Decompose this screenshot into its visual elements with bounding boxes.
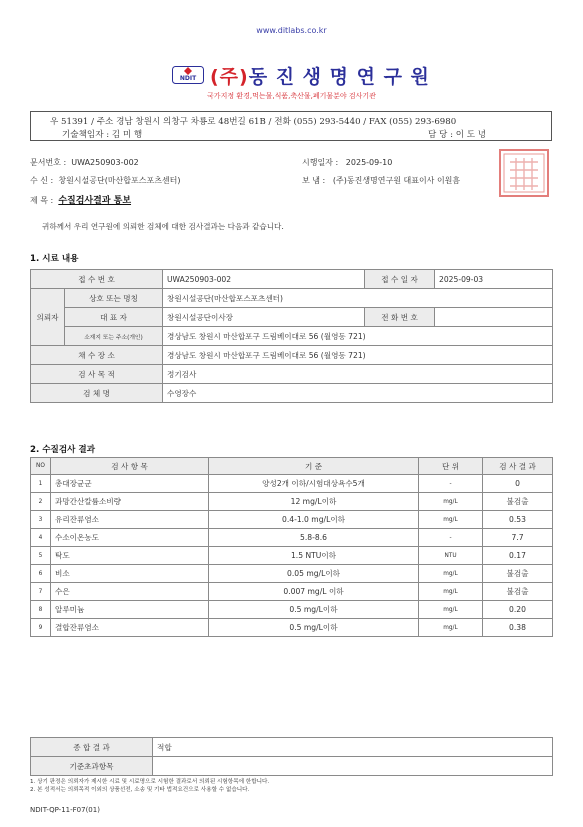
website-url[interactable]: www.ditlabs.co.kr xyxy=(256,26,327,35)
row-item: 비소 xyxy=(51,565,209,583)
exceed-label: 기준초과항목 xyxy=(31,757,153,776)
doc-no-label: 문서번호 : xyxy=(30,158,67,167)
col-unit: 단 위 xyxy=(419,458,483,475)
row-item: 알루미늄 xyxy=(51,601,209,619)
table-row xyxy=(31,270,553,289)
row-result: 0.17 xyxy=(483,547,553,565)
company-name xyxy=(210,62,430,89)
table-row xyxy=(31,619,553,637)
tech-manager: 기술책임자 : 김 미 행 xyxy=(62,130,143,140)
row-result: 불검출 xyxy=(483,565,553,583)
client-label: 의뢰자 xyxy=(31,289,65,346)
row-no: 7 xyxy=(31,583,51,601)
sender-label: 보 냄 : xyxy=(302,176,326,185)
row-unit: mg/L xyxy=(419,583,483,601)
receipt-no-value: UWA250903-002 xyxy=(163,270,365,289)
date-row xyxy=(302,157,392,168)
table-row xyxy=(31,547,553,565)
row-result: 0.20 xyxy=(483,601,553,619)
row-result: 불검출 xyxy=(483,493,553,511)
row-item: 수은 xyxy=(51,583,209,601)
sample-info-table xyxy=(30,269,553,403)
date-label: 시행일자 : xyxy=(302,158,339,167)
row-std: 12 mg/L이하 xyxy=(209,493,419,511)
receipt-date-label: 접 수 일 자 xyxy=(365,270,435,289)
col-no: NO xyxy=(31,458,51,475)
company-logo-icon xyxy=(172,66,204,84)
company-name-text: 동 진 생 명 연 구 원 xyxy=(248,66,430,88)
table-row xyxy=(31,583,553,601)
table-row xyxy=(31,384,553,403)
row-item: 유리잔류염소 xyxy=(51,511,209,529)
table-row xyxy=(31,601,553,619)
person-in-charge: 담 당 : 이 도 녕 xyxy=(428,130,487,140)
footnote-1: 1. 상기 판정은 의뢰자가 제시한 시료 및 시료명으로 시험한 결과로서 의뢰된 시험항목에 한합니다. xyxy=(30,779,270,785)
table-row xyxy=(31,529,553,547)
address-line: 우 51391 / 주소 경남 창원시 의창구 차룡로 48번길 61B / 전화 (055) 293-5440 / FAX (055) 293-6980 xyxy=(50,117,457,127)
purpose-label: 검 사 목 적 xyxy=(31,365,163,384)
row-std: 0.05 mg/L이하 xyxy=(209,565,419,583)
company-prefix: (주) xyxy=(210,66,249,88)
row-std: 0.5 mg/L이하 xyxy=(209,619,419,637)
row-no: 9 xyxy=(31,619,51,637)
row-no: 4 xyxy=(31,529,51,547)
recipient-row xyxy=(30,175,181,186)
collect-value: 경상남도 창원시 마산합포구 드림베이대로 56 (월영동 721) xyxy=(163,346,553,365)
table-row xyxy=(31,475,553,493)
table-row xyxy=(31,346,553,365)
table-row xyxy=(31,365,553,384)
row-unit: mg/L xyxy=(419,601,483,619)
row-result: 7.7 xyxy=(483,529,553,547)
row-std: 0.007 mg/L 이하 xyxy=(209,583,419,601)
row-no: 3 xyxy=(31,511,51,529)
form-code: NDIT-QP-11-F07(01) xyxy=(30,806,100,814)
overall-value: 적합 xyxy=(153,738,553,757)
collect-label: 채 수 장 소 xyxy=(31,346,163,365)
row-no: 2 xyxy=(31,493,51,511)
purpose-value: 정기검사 xyxy=(163,365,553,384)
results-header-row xyxy=(31,458,553,475)
company-label: 상호 또는 명칭 xyxy=(65,289,163,308)
addr-value: 경상남도 창원시 마산합포구 드림베이대로 56 (월영동 721) xyxy=(163,327,553,346)
row-no: 1 xyxy=(31,475,51,493)
table-row xyxy=(31,738,553,757)
table-row xyxy=(31,565,553,583)
sender-row xyxy=(302,175,460,186)
row-std: 5.8-8.6 xyxy=(209,529,419,547)
row-item: 탁도 xyxy=(51,547,209,565)
row-result: 0 xyxy=(483,475,553,493)
recipient-label: 수 신 : xyxy=(30,176,54,185)
table-row xyxy=(31,511,553,529)
addr-label: 소재지 또는 주소(개인) xyxy=(65,327,163,346)
overall-label: 종 합 결 과 xyxy=(31,738,153,757)
sender-value: (주)동진생명연구원 대표이사 이원흠 xyxy=(332,176,461,185)
row-std: 1.5 NTU이하 xyxy=(209,547,419,565)
col-result: 검 사 결 과 xyxy=(483,458,553,475)
row-unit: mg/L xyxy=(419,511,483,529)
section2-title: 2. 수질검사 결과 xyxy=(30,445,96,455)
row-item: 결합잔류염소 xyxy=(51,619,209,637)
doc-no-value: UWA250903-002 xyxy=(71,158,139,167)
row-item: 수소이온농도 xyxy=(51,529,209,547)
row-item: 총대장균군 xyxy=(51,475,209,493)
table-row xyxy=(31,308,553,327)
subject-row xyxy=(30,193,131,206)
row-result: 0.38 xyxy=(483,619,553,637)
doc-no-row xyxy=(30,157,139,168)
seal-stamp-icon xyxy=(498,148,550,198)
row-unit: - xyxy=(419,529,483,547)
company-subtitle: 국가지정 환경,먹는물,식품,축산물,폐기물분야 검사기관 xyxy=(207,92,376,100)
date-value: 2025-09-10 xyxy=(345,158,393,167)
row-unit: mg/L xyxy=(419,493,483,511)
footnote-2: 2. 본 성적서는 의뢰목적 이외의 상품선전, 소송 및 기타 법적요건으로 사용할 수 없습니다. xyxy=(30,787,250,793)
row-unit: mg/L xyxy=(419,619,483,637)
row-unit: NTU xyxy=(419,547,483,565)
phone-value xyxy=(435,308,553,327)
section1-title: 1. 시료 내용 xyxy=(30,254,79,264)
col-item: 검 사 항 목 xyxy=(51,458,209,475)
col-std: 기 준 xyxy=(209,458,419,475)
logo-text: NDIT xyxy=(179,75,197,82)
exceed-value xyxy=(153,757,553,776)
row-item: 과망간산칼륨소비량 xyxy=(51,493,209,511)
rep-label: 대 표 자 xyxy=(65,308,163,327)
row-unit: mg/L xyxy=(419,565,483,583)
sample-value: 수영장수 xyxy=(163,384,553,403)
receipt-no-label: 접 수 번 호 xyxy=(31,270,163,289)
sample-label: 검 체 명 xyxy=(31,384,163,403)
row-std: 0.5 mg/L이하 xyxy=(209,601,419,619)
row-std: 0.4-1.0 mg/L이하 xyxy=(209,511,419,529)
table-row xyxy=(31,493,553,511)
row-no: 5 xyxy=(31,547,51,565)
row-result: 0.53 xyxy=(483,511,553,529)
results-table xyxy=(30,457,553,637)
rep-value: 창원시설공단이사장 xyxy=(163,308,365,327)
subject-label: 제 목 : xyxy=(30,196,54,205)
row-std: 양성2개 이하/시험대상욕수5개 xyxy=(209,475,419,493)
intro-text: 귀하께서 우리 연구원에 의뢰한 검체에 대한 검사결과는 다음과 같습니다. xyxy=(42,222,284,231)
row-unit: - xyxy=(419,475,483,493)
table-row xyxy=(31,757,553,776)
row-no: 8 xyxy=(31,601,51,619)
phone-label: 전 화 번 호 xyxy=(365,308,435,327)
company-value: 창원시설공단(마산합포스포츠센터) xyxy=(163,289,553,308)
receipt-date-value: 2025-09-03 xyxy=(435,270,553,289)
overall-table xyxy=(30,737,553,776)
table-row xyxy=(31,289,553,308)
subject-value: 수질검사결과 통보 xyxy=(58,196,132,206)
table-row xyxy=(31,327,553,346)
row-result: 불검출 xyxy=(483,583,553,601)
row-no: 6 xyxy=(31,565,51,583)
recipient-value: 창원시설공단(마산합포스포츠센터) xyxy=(58,176,181,185)
